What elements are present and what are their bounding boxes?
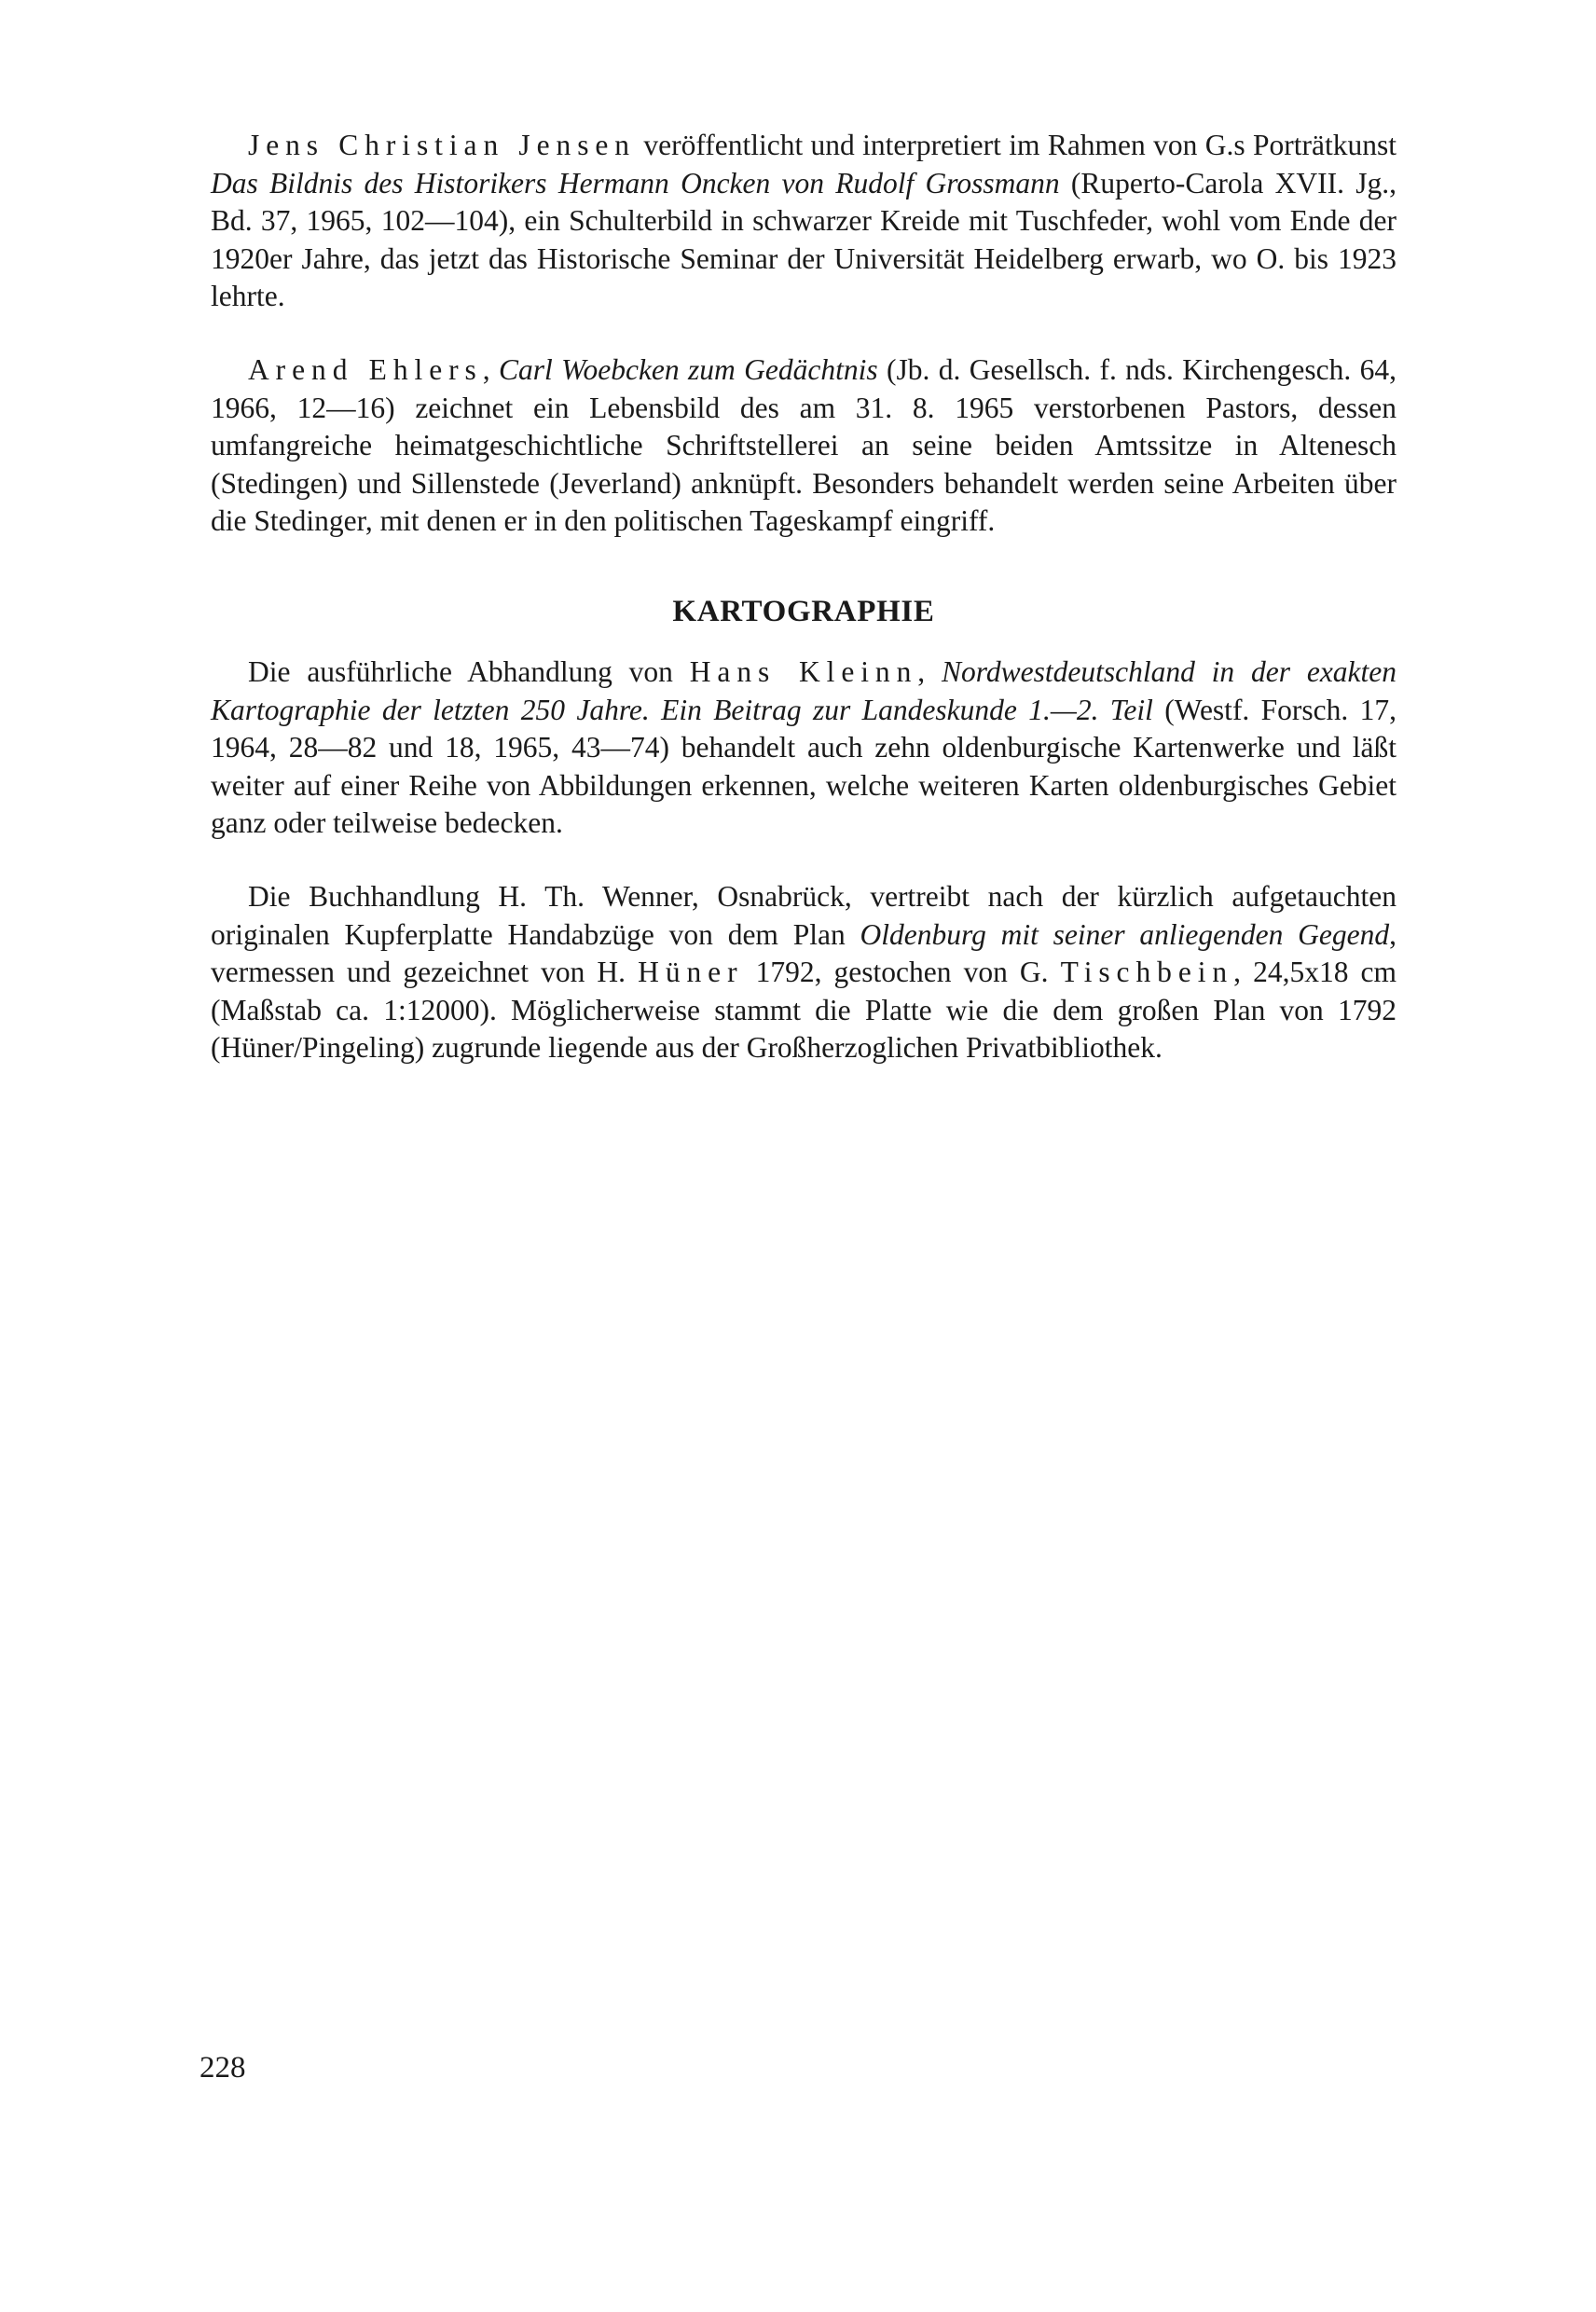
author-name: Hans Kleinn <box>689 654 918 688</box>
paragraph-text: , <box>482 352 499 386</box>
paragraph-ehlers <box>211 351 1396 541</box>
page-body <box>211 127 1396 1067</box>
person-name: Tischbein <box>1060 956 1234 989</box>
paragraph-kleinn <box>211 654 1396 843</box>
paragraph-wenner <box>211 878 1396 1067</box>
paragraph-text: 1792, gestochen von G. <box>743 956 1061 989</box>
author-name: Jens Christian Jensen <box>248 129 636 161</box>
paragraph-text: , 24,5x18 cm (Maßstab ca. 1:12000). Möglicherweise stammt die Platte wie die dem großen Plan von 1792 (Hüner/Pingeling) zugrunde liegende aus der Großherzoglichen Privatbibliothek. <box>211 956 1397 1065</box>
paragraph-text: (Westf. Forsch. 17, 1964, 28—82 und 18, 1965, 43—74) behandelt auch zehn oldenburgische Kartenwerke und läßt weiter auf einer Reihe von Abbildungen erkennen, welche weiteren Karten oldenburgisches Gebiet ganz oder teilweise bedecken. <box>211 693 1396 840</box>
paragraph-jensen <box>211 127 1396 316</box>
paragraph-text: (Jb. d. Gesellsch. f. nds. Kirchengesch. 64, 1966, 12—16) zeichnet ein Lebensbild des am 31. 8. 1965 verstorbenen Pastors, dessen umfangreiche heimatgeschichtliche Schriftstellerei an seine beiden Amtssitze in Altenesch (Stedingen) und Sillenstede (Jeverland) anknüpft. Besonders behandelt werden seine Arbeiten über die Stedinger, mit denen er in den politischen Tageskampf eingriff. <box>211 352 1396 538</box>
paragraph-text: Die Buchhandlung H. Th. Wenner, Osnabrück, vertreibt nach der kürzlich aufgetauchten originalen Kupferplatte Handabzüge von dem Plan <box>211 879 1396 951</box>
work-title: Nordwestdeutschland in der exakten Kartographie der letzten 250 Jahre. Ein Beitrag zur Landeskunde 1.—2. Teil <box>211 654 1397 726</box>
paragraph-text: , vermessen und gezeichnet von H. <box>211 917 1396 989</box>
paragraph-text: , <box>917 654 942 688</box>
paragraph-text: (Ruperto-Carola XVII. Jg., Bd. 37, 1965, 102—104), ein Schulterbild in schwarzer Kreide mit Tuschfeder, wohl vom Ende der 1920er Jahre, das jetzt das Historische Seminar der Universität Heidelberg erwarb, wo O. bis 1923 lehrte. <box>211 166 1396 313</box>
paragraph-text: veröffentlicht und interpretiert im Rahmen von G.s Porträtkunst <box>635 129 1396 161</box>
page-number: 228 <box>200 2051 246 2085</box>
work-title: Carl Woebcken zum Gedächtnis <box>498 352 878 386</box>
work-title: Oldenburg mit seiner anliegenden Gegend <box>860 917 1390 951</box>
author-name: Arend Ehlers <box>248 352 483 386</box>
section-heading: KARTOGRAPHIE <box>672 594 935 628</box>
work-title: Das Bildnis des Historikers Hermann Oncken von Rudolf Grossmann <box>211 166 1060 200</box>
paragraph-text: Die ausführliche Abhandlung von <box>248 654 690 688</box>
person-name: Hüner <box>638 956 744 989</box>
